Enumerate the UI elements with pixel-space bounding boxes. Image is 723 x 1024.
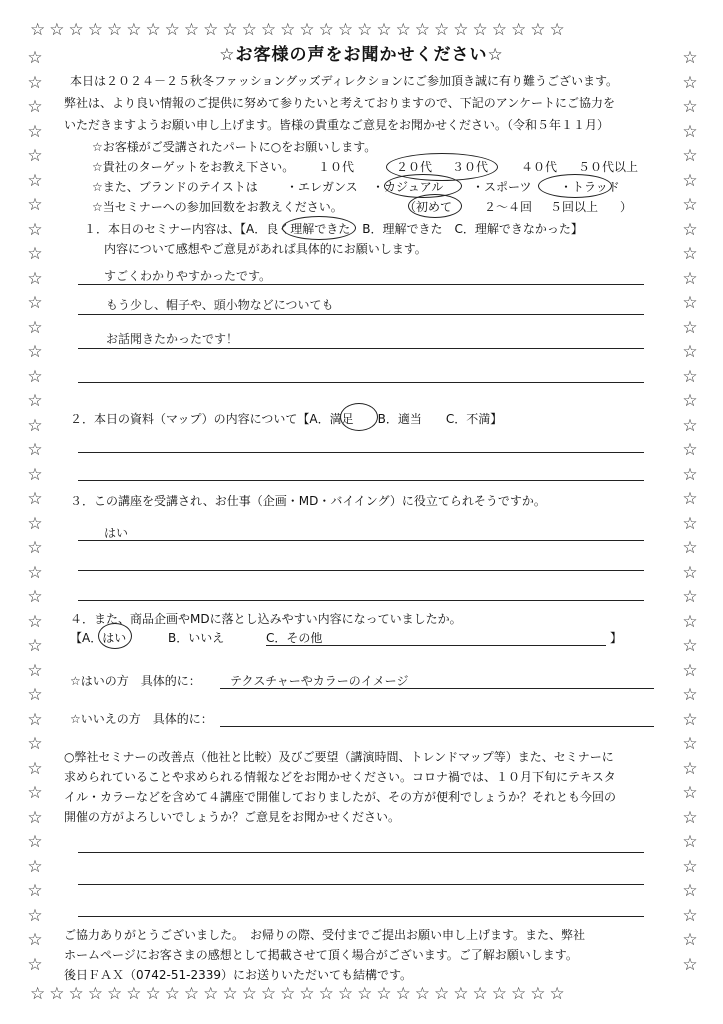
star-icon: ☆ [682,587,698,607]
q1-answer-line-3: お話聞きたかったです！ [106,332,239,346]
star-border-top: ☆☆☆☆☆☆☆☆☆☆☆☆☆☆☆☆☆☆☆☆☆☆☆☆☆☆☆☆ [30,20,569,40]
intro-line-2: 弊社は、より良い情報のご提供に努めて参りたいと考えておりますので、下記のアンケートにご協力を [64,96,616,110]
selection-circle [282,216,356,240]
star-icon: ☆ [27,709,43,730]
star-icon: ☆ [682,538,698,558]
star-icon: ☆ [682,415,698,436]
star-icon: ☆ [682,342,698,362]
star-icon: ☆ [27,244,43,264]
answer-line [220,688,654,689]
star-icon: ☆ [682,170,698,191]
taste-option-elegance: ・エレガンス [286,180,358,194]
q1-prompt: １．本日のセミナー内容は、【A．良く理解できた B．理解できた C．理解できなかった】 [84,222,583,236]
star-icon: ☆ [27,48,43,68]
selection-circle [98,623,132,649]
q1-answer-line-2: もう少し、帽子や、頭小物などについても [106,298,334,312]
star-icon: ☆ [27,783,43,803]
star-icon: ☆ [27,513,43,534]
star-icon: ☆ [682,807,698,828]
star-icon: ☆ [682,734,698,754]
target-option-20s: ２０代 [396,160,433,174]
star-icon: ☆ [27,636,43,656]
q1-subprompt: 内容について感想やご意見があれば具体的にお願いします。 [104,242,427,256]
yes-detail-answer: テクスチャーやカラーのイメージ [230,674,409,688]
taste-option-trad: ・トラッド [560,180,620,194]
taste-option-sports: ・スポーツ [472,180,532,194]
star-icon: ☆ [27,562,43,583]
star-icon: ☆ [682,121,698,142]
star-icon: ☆ [682,72,698,93]
answer-line [78,382,644,383]
q3-prompt: ３．この講座を受講され、お仕事（企画・MD・バイイング）に役立てられそうですか。 [70,494,546,508]
answer-line [78,540,644,541]
footer-line-1: ご協力ありがとうございました。 お帰りの際、受付までご提出お願い申し上げます。また、弊社 [64,928,586,942]
star-icon: ☆ [682,513,698,534]
improve-line-3: イル・カラーなどを含めて４講座で開催しておりましたが、その方が便利でしょうか？それとも今回の [64,790,617,804]
no-detail-label: ☆いいえの方 具体的に： [70,712,213,726]
star-icon: ☆ [682,489,698,509]
star-icon: ☆ [27,146,43,166]
answer-line [78,452,644,453]
star-icon: ☆ [682,954,698,975]
star-icon: ☆ [682,195,698,215]
answer-line [78,884,644,885]
answer-line [78,284,644,285]
star-icon: ☆ [27,366,43,387]
star-icon: ☆ [682,832,698,852]
star-icon: ☆ [27,121,43,142]
star-icon: ☆ [27,97,43,117]
star-icon: ☆ [27,685,43,705]
star-icon: ☆ [27,905,43,926]
q4-prompt: ４．また、商品企画やMDに落とし込みやすい内容になっていましたか。 [70,612,462,626]
star-icon: ☆ [27,391,43,411]
star-icon: ☆ [27,440,43,460]
star-border-bottom: ☆☆☆☆☆☆☆☆☆☆☆☆☆☆☆☆☆☆☆☆☆☆☆☆☆☆☆☆ [30,984,569,1004]
page-title: ☆お客様の声をお聞かせください☆ [219,45,504,65]
star-icon: ☆ [27,611,43,632]
selection-circle [538,174,612,198]
star-icon: ☆ [682,881,698,901]
star-icon: ☆ [682,709,698,730]
star-icon: ☆ [27,170,43,191]
question-target-label: ☆貴社のターゲットをお教え下さい。 [92,160,295,174]
taste-option-casual: ・カジュアル [372,180,444,194]
intro-line-1: 本日は２０２４－２５秋冬ファッショングッズディレクションにご参加頂き誠に有り難うございます。 [70,74,619,88]
star-icon: ☆ [682,685,698,705]
answer-line [220,726,654,727]
star-icon: ☆ [682,97,698,117]
star-icon: ☆ [682,366,698,387]
star-icon: ☆ [27,734,43,754]
star-icon: ☆ [682,317,698,338]
star-icon: ☆ [27,758,43,779]
target-option-10s: １０代 [318,160,355,174]
q4-bracket-close: 】 [610,631,623,645]
count-option-2to4: ２～４回 [484,200,533,214]
answer-line [78,314,644,315]
star-icon: ☆ [682,783,698,803]
question-count-label: ☆当セミナーへの参加回数をお教えください。 [92,200,343,214]
count-option-close: ） [620,200,633,214]
star-icon: ☆ [682,440,698,460]
question-taste-label: ☆また、ブランドのテイストは [92,180,258,194]
star-icon: ☆ [27,489,43,509]
answer-line [78,852,644,853]
star-icon: ☆ [27,538,43,558]
star-icon: ☆ [27,195,43,215]
q4-option-yes: 【A．はい [70,631,127,645]
answer-line [78,570,644,571]
count-option-first: （初めて [404,200,453,214]
improve-line-1: ○弊社セミナーの改善点（他社と比較）及びご要望（講演時間、トレンドマップ等）また、セミナーに [64,750,614,764]
star-icon: ☆ [27,464,43,485]
star-icon: ☆ [27,293,43,313]
star-icon: ☆ [682,905,698,926]
star-icon: ☆ [682,293,698,313]
q3-answer: はい [104,526,129,540]
star-icon: ☆ [682,391,698,411]
selection-circle [340,403,378,431]
star-icon: ☆ [682,219,698,240]
q4-option-other: C．その他 [266,631,323,645]
star-icon: ☆ [27,856,43,877]
star-icon: ☆ [682,268,698,289]
star-icon: ☆ [27,317,43,338]
question-part: ☆お客様がご受講されたパートに○をお願いします。 [92,140,377,154]
target-option-30s: ３０代 [452,160,489,174]
star-icon: ☆ [682,660,698,681]
star-icon: ☆ [682,758,698,779]
star-icon: ☆ [682,562,698,583]
star-icon: ☆ [27,660,43,681]
star-icon: ☆ [27,954,43,975]
answer-line [78,600,644,601]
star-icon: ☆ [27,72,43,93]
star-icon: ☆ [682,244,698,264]
star-icon: ☆ [682,48,698,68]
selection-circle [408,194,462,218]
answer-line [78,348,644,349]
star-border-right [680,46,700,977]
star-icon: ☆ [682,930,698,950]
answer-line [266,645,606,646]
star-icon: ☆ [27,415,43,436]
yes-detail-label: ☆はいの方 具体的に： [70,674,201,688]
q1-answer-line-1: すごくわかりやすかったです。 [104,269,272,283]
star-icon: ☆ [27,807,43,828]
star-icon: ☆ [682,464,698,485]
q4-option-no: B．いいえ [168,631,225,645]
star-icon: ☆ [682,856,698,877]
q2-prompt: ２．本日の資料（マップ）の内容について【A．満足 B．適当 C．不満】 [70,412,503,426]
star-border-left [25,46,45,977]
star-icon: ☆ [27,268,43,289]
star-icon: ☆ [682,636,698,656]
star-icon: ☆ [27,832,43,852]
star-icon: ☆ [27,219,43,240]
answer-line [78,916,644,917]
star-icon: ☆ [27,930,43,950]
star-icon: ☆ [682,146,698,166]
star-icon: ☆ [27,881,43,901]
star-icon: ☆ [27,587,43,607]
target-option-40s: ４０代 [521,160,558,174]
intro-line-3: いただきますようお願い申し上げます。皆様の貴重なご意見をお聞かせください。（令和５年１１月） [64,118,610,132]
count-option-5plus: ５回以上 [550,200,599,214]
star-icon: ☆ [27,342,43,362]
star-icon: ☆ [682,611,698,632]
footer-line-2: ホームページにお客さまの感想として掲載させて頂く場合がございます。ご了解お願いします。 [64,948,578,962]
improve-line-4: 開催の方がよろしいでしょうか？ご意見をお聞かせください。 [64,810,401,824]
answer-line [78,480,644,481]
footer-line-3: 後日ＦＡＸ（0742-51-2339）にお送りいただいても結構です。 [64,968,413,982]
improve-line-2: 求められていることや求められる情報などをお聞かせください。コロナ禍では、１０月下旬にテキスタ [64,770,616,784]
target-option-50s: ５０代以上 [578,160,639,174]
